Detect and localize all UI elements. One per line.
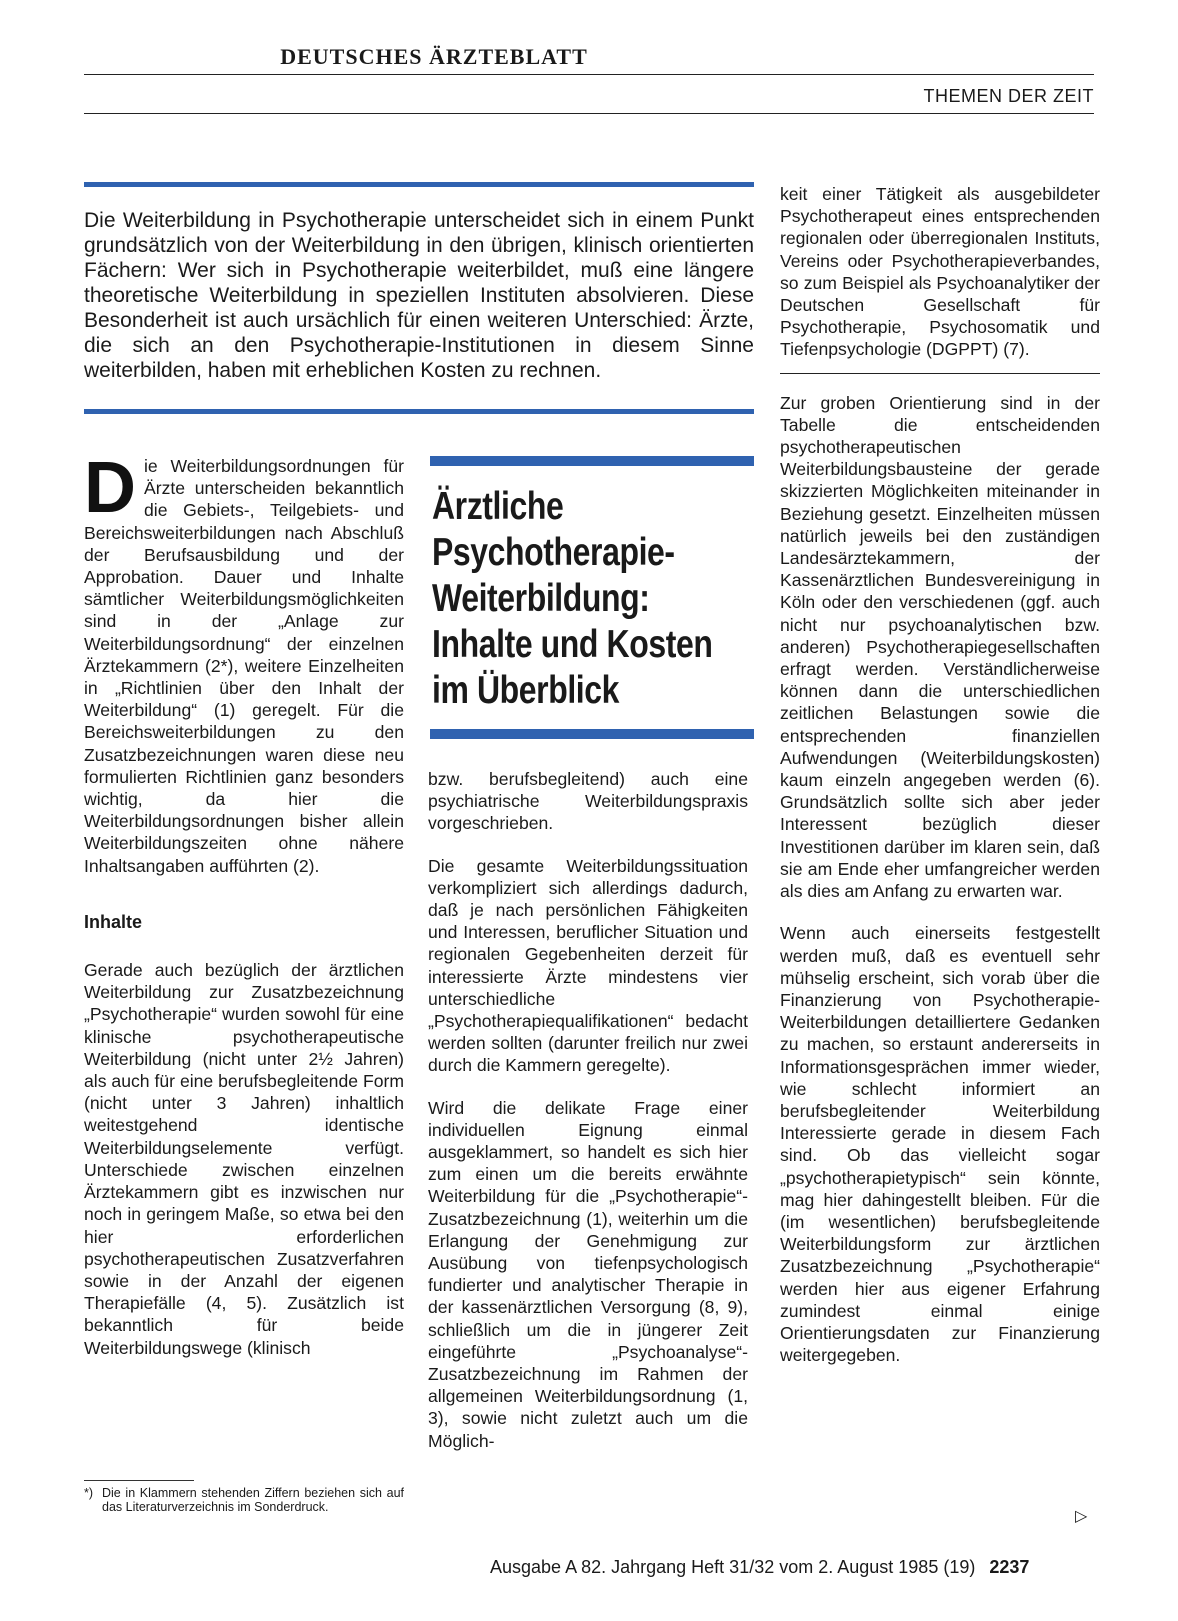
footnote-mark: *)	[84, 1486, 94, 1500]
footnote-text: Die in Klammern stehenden Ziffern beziehen sich auf das Literaturverzeichnis im Sonderdruck.	[102, 1486, 404, 1514]
lead-abstract: Die Weiterbildung in Psychotherapie unterscheidet sich in einem Punkt grundsätzlich von der Weiterbildung in den übrigen, klinisch orientierten Fächern: Wer sich in Psychotherapie weiterbildet, muß eine längere theoretische Weiterbildung in speziellen Instituten absolvieren. Diese Besonderheit ist auch ursächlich für einen weiteren Unterschied: Ärzte, die sich an den Psychotherapie-Institutionen in diesem Sinne weiterbilden, haben mit erheblichen Kosten zu rechnen.	[84, 209, 754, 382]
headline-line: Psychotherapie-	[432, 531, 675, 574]
headline-line: Ärztliche	[432, 485, 564, 528]
masthead-rule	[84, 74, 1094, 75]
body-paragraph: keit einer Tätigkeit als ausgebildeter Psychotherapeut eines entsprechenden regionalen oder überregionalen Instituts, Vereins oder Psychotherapieverbandes, so zum Beispiel als Psychoanalytiker der Deutschen Gesellschaft für Psychotherapie, Psychosomatik und Tiefenpsychologie (DGPPT) (7).	[780, 184, 1100, 360]
page-footer	[490, 1557, 1029, 1578]
lead-top-bar	[84, 182, 754, 187]
headline-bottom-bar	[430, 729, 754, 739]
continue-arrow-icon: ▷	[1075, 1508, 1088, 1525]
column-3	[780, 183, 1100, 1386]
body-paragraph: Wird die delikate Frage einer individuellen Eignung einmal ausgeklammert, so handelt es sich hier zum einen um die bereits erwähnte Weiterbildung für die „Psychotherapie“-Zusatzbezeichnung (1), weiterhin um die Erlangung der Genehmigung zur Ausübung von tiefenpsychologisch fundierter und analytischer Therapie in der kassenärztlichen Versorgung (8, 9), schließlich um die in jüngerer Zeit eingeführte „Psychoanalyse“-Zusatzbezeichnung im Rahmen der allgemeinen Weiterbildungsordnung (1, 3), sowie nicht zuletzt auch um die Möglich-	[428, 1097, 748, 1451]
page-number: 2237	[989, 1557, 1030, 1577]
headline-line: Inhalte und Kosten	[432, 623, 713, 666]
article-headline	[432, 484, 752, 714]
lead-bottom-bar	[84, 409, 754, 414]
headline-line: Weiterbildung:	[432, 577, 650, 620]
section-label: THEMEN DER ZEIT	[923, 86, 1094, 106]
subheading-inhalte: Inhalte	[84, 911, 143, 932]
body-paragraph: Gerade auch bezüglich der ärztlichen Weiterbildung zur Zusatzbezeichnung „Psychotherapie“ wurden sowohl für eine klinische psychotherapeutische Weiterbildung (nicht unter 2½ Jahren) als auch für eine berufsbegleitende Form (nicht unter 3 Jahren) inhaltlich weitestgehend identische Weiterbildungselemente verfügt. Unterschiede zwischen einzelnen Ärztekammern gibt es inzwischen nur noch in geringem Maße, so etwa bei den hier erforderlichen psychotherapeutischen Zusatzverfahren sowie in der Anzahl der eigenen Therapiefälle (4, 5). Zusätzlich ist bekanntlich für beide Weiterbildungswege (klinisch	[84, 960, 404, 1358]
drop-cap: D	[84, 448, 136, 528]
headline-line: im Überblick	[432, 669, 620, 712]
issue-info: Ausgabe A 82. Jahrgang Heft 31/32 vom 2. August 1985 (19)	[490, 1557, 976, 1577]
section-rule	[84, 113, 1094, 114]
footnote	[84, 1486, 404, 1514]
intro-paragraph	[84, 448, 404, 877]
body-paragraph: Zur groben Orientierung sind in der Tabelle die entscheidenden psychotherapeutischen Weiterbildungsbausteine der gerade skizzierten Möglichkeiten miteinander in Beziehung gesetzt. Einzelheiten müssen natürlich jeweils bei den zuständigen Landesärztekammern, der Kassenärztlichen Bundesvereinigung in Köln oder den verschiedenen (ggf. auch nicht nur psychoanalytischen bzw. anderen) Psychotherapiegesellschaften erfragt werden. Verständlicherweise können dann die unterschiedlichen zeitlichen Belastungen sowie die entsprechenden finanziellen Aufwendungen (Weiterbildungskosten) kaum einzeln angegeben werden (6). Grundsätzlich sollte sich aber jeder Interessent bezüglich dieser Investitionen darüber im klaren sein, daß sie am Ende eher umfangreicher werden als dies am Anfang zu erwarten war.	[780, 392, 1100, 902]
journal-title: DEUTSCHES ÄRZTEBLATT	[280, 44, 588, 69]
column-2	[428, 768, 748, 1472]
column-1	[84, 448, 404, 1379]
intro-text: ie Weiterbildungsordnungen für Ärzte unterscheiden bekanntlich die Gebiets-, Teilgebiets- und Bereichsweiterbildungen nach Abschluß der Berufsausbildung und der Approbation. Dauer und Inhalte sämtlicher Weiterbildungsmöglichkeiten sind in der „Anlage zur Weiterbildungsordnung“ der einzelnen Ärztekammern (2*), weitere Einzelheiten in „Richtlinien über den Inhalt der Weiterbildung“ (1) geregelt. Für die Bereichsweiterbildungen zu den Zusatzbezeichnungen waren diese neu formulierten Richtlinien ganz besonders wichtig, da hier die Weiterbildungsordnungen bisher allein Weiterbildungszeiten ohne nähere Inhaltsangaben aufführten (2).	[84, 456, 404, 876]
footnote-rule	[84, 1480, 194, 1481]
column-divider	[780, 373, 1100, 374]
body-paragraph: Die gesamte Weiterbildungssituation verkompliziert sich allerdings dadurch, daß je nach persönlichen Fähigkeiten und Interessen, beruflicher Situation und regionalen Gegebenheiten derzeit für interessierte Ärzte mindestens vier unterschiedliche „Psychotherapiequalifikationen“ bedacht werden sollten (darunter freilich nur zwei durch die Kammern geregelte).	[428, 855, 748, 1076]
body-paragraph: bzw. berufsbegleitend) auch eine psychiatrische Weiterbildungspraxis vorgeschrieben.	[428, 769, 748, 834]
headline-top-bar	[430, 456, 754, 466]
body-paragraph: Wenn auch einerseits festgestellt werden muß, daß es eventuell sehr mühselig erscheint, sich vorab über die Finanzierung von Psychotherapie-Weiterbildungen detailliertere Gedanken zu machen, so erstaunt andererseits in Informationsgesprächen immer wieder, wie schlecht informiert an berufsbegleitender Weiterbildung Interessierte gerade in diesem Fach sind. Ob das vielleicht sogar „psychotherapietypisch“ sein könnte, mag hier dahingestellt bleiben. Für die (im wesentlichen) berufsbegleitende Weiterbildungsform zur ärztlichen Zusatzbezeichnung „Psychotherapie“ werden hier aus eigener Erfahrung zumindest einmal einige Orientierungsdaten zur Finanzierung weitergegeben.	[780, 923, 1100, 1366]
